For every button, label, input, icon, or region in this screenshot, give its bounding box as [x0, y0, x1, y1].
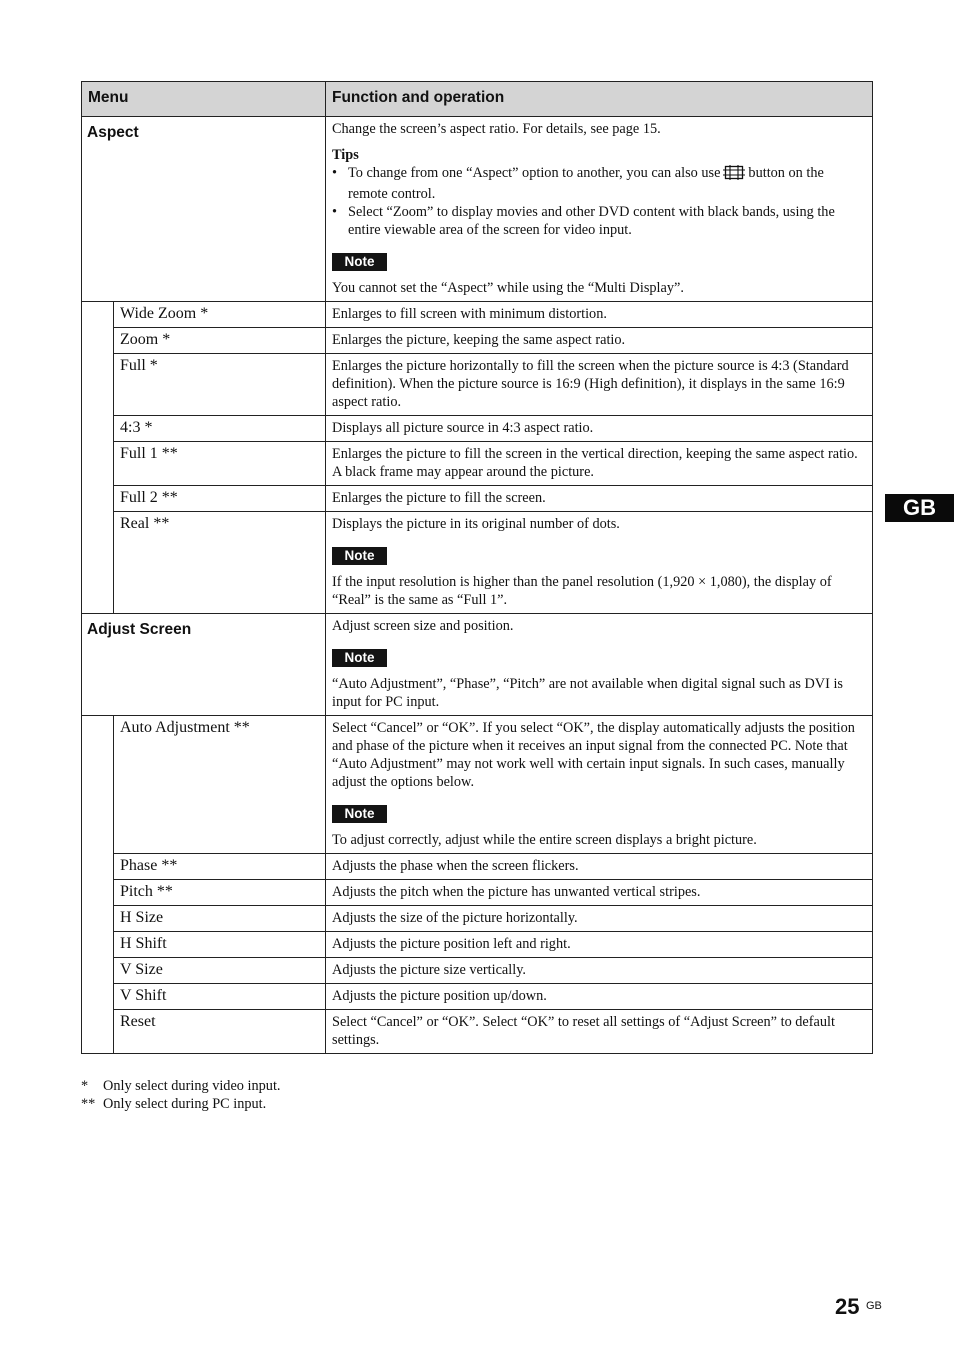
tip-item: • Select “Zoom” to display movies and other DVD content with black bands, using the entire viewable area of the screen for video input. [332, 204, 835, 238]
menu-item-name: Pitch ** [120, 883, 173, 900]
table-row [82, 354, 873, 416]
menu-item-desc: Adjusts the picture position left and right. [332, 936, 571, 952]
table-row [82, 932, 873, 958]
footnote-mark: ** [81, 1096, 96, 1112]
table-row [82, 854, 873, 880]
menu-column-header: Menu [82, 82, 326, 117]
menu-item-name: Wide Zoom * [120, 305, 209, 322]
footnote-text: Only select during PC input. [103, 1096, 267, 1112]
menu-item-desc: Adjusts the picture size vertically. [332, 962, 527, 978]
table-row [82, 906, 873, 932]
table-row [82, 958, 873, 984]
note-badge: Note [332, 547, 387, 565]
aspect-title: Aspect [87, 124, 139, 141]
adjust-screen-title: Adjust Screen [87, 621, 192, 638]
menu-item-desc: Enlarges the picture to fill the screen. [332, 490, 546, 506]
adjust-screen-note: “Auto Adjustment”, “Phase”, “Pitch” are not available when digital signal such as DVI is input for PC input. [332, 676, 843, 710]
aspect-description-cell [326, 117, 873, 302]
table-row [82, 716, 873, 854]
table-row [82, 442, 873, 486]
table-header-row [82, 82, 873, 117]
menu-item-name: Zoom * [120, 331, 171, 348]
menu-item-desc: Adjusts the pitch when the picture has unwanted vertical stripes. [332, 884, 701, 900]
bullet: • [332, 204, 338, 220]
menu-item-desc: Adjusts the phase when the screen flickers. [332, 858, 579, 874]
adjust-screen-description-cell [326, 614, 873, 716]
menu-item-desc: Enlarges the picture horizontally to fill the screen when the picture source is 4:3 (Standard definition). When the picture source is 16:9 (High definition), it displays in the same 16:9 aspect ratio. [332, 358, 849, 410]
table-row [82, 302, 873, 328]
table-row [82, 416, 873, 442]
menu-item-name: Phase ** [120, 857, 178, 874]
menu-item-desc: Enlarges the picture to fill the screen in the vertical direction, keeping the same aspect ratio. A black frame may appear around the picture. [332, 446, 858, 480]
aspect-note: You cannot set the “Aspect” while using the “Multi Display”. [332, 280, 684, 296]
aspect-section-row [82, 117, 873, 302]
footnote-mark: * [81, 1078, 89, 1094]
menu-item-desc: Displays the picture in its original number of dots. [332, 516, 620, 532]
menu-item-name: V Shift [120, 987, 167, 1004]
adjust-screen-title-cell [82, 614, 326, 716]
aspect-intro: Change the screen’s aspect ratio. For details, see page 15. [332, 121, 661, 137]
menu-item-name: Full 2 ** [120, 489, 178, 506]
menu-item-note: To adjust correctly, adjust while the entire screen displays a bright picture. [332, 832, 757, 848]
footnote [81, 1095, 281, 1113]
adjust-screen-intro: Adjust screen size and position. [332, 618, 514, 634]
note-badge: Note [332, 649, 387, 667]
tip-item: • To change from one “Aspect” option to another, you can also use button on the remote control. [332, 165, 824, 202]
menu-item-desc: Enlarges the picture, keeping the same aspect ratio. [332, 332, 626, 348]
table-row [82, 486, 873, 512]
menu-item-name: Reset [120, 1013, 156, 1030]
menu-table [81, 81, 873, 1054]
table-row [82, 1010, 873, 1054]
menu-item-name: Auto Adjustment ** [120, 719, 250, 736]
menu-item-name: Full * [120, 357, 158, 374]
aspect-title-cell [82, 117, 326, 302]
bullet: • [332, 165, 338, 181]
menu-item-note: If the input resolution is higher than the panel resolution (1,920 × 1,080), the display of “Real” is the same as “Full 1”. [332, 574, 832, 608]
adjust-screen-section-row [82, 614, 873, 716]
footnote-text: Only select during video input. [103, 1078, 281, 1094]
menu-item-desc: Adjusts the size of the picture horizontally. [332, 910, 578, 926]
tips-title: Tips [332, 147, 359, 163]
menu-item-name: V Size [120, 961, 163, 978]
table-row [82, 512, 873, 614]
menu-item-name: H Shift [120, 935, 167, 952]
footnotes [81, 1077, 281, 1113]
menu-item-name: H Size [120, 909, 164, 926]
function-column-header: Function and operation [326, 82, 873, 117]
menu-item-name: Full 1 ** [120, 445, 178, 462]
menu-item-desc: Displays all picture source in 4:3 aspect ratio. [332, 420, 594, 436]
table-row [82, 984, 873, 1010]
menu-item-desc: Enlarges to fill screen with minimum distortion. [332, 306, 607, 322]
menu-item-name: 4:3 * [120, 419, 153, 436]
menu-item-desc: Select “Cancel” or “OK”. If you select “OK”, the display automatically adjusts the position and phase of the picture when it receives an input signal from the connected PC. Note that “Auto Adjustment” may not work well with certain input signals. In such cases, manually adjust the options below. [332, 720, 855, 790]
table-row [82, 880, 873, 906]
page-number-suffix: GB [866, 1300, 882, 1312]
table-row [82, 328, 873, 354]
note-badge: Note [332, 253, 387, 271]
menu-item-name: Real ** [120, 515, 170, 532]
aspect-button-icon [723, 165, 745, 185]
menu-item-desc: Select “Cancel” or “OK”. Select “OK” to reset all settings of “Adjust Screen” to default settings. [332, 1014, 835, 1048]
note-badge: Note [332, 805, 387, 823]
menu-item-desc: Adjusts the picture position up/down. [332, 988, 547, 1004]
language-tab: GB [885, 494, 954, 522]
page-number: 25 [835, 1294, 860, 1319]
footnote [81, 1077, 281, 1095]
